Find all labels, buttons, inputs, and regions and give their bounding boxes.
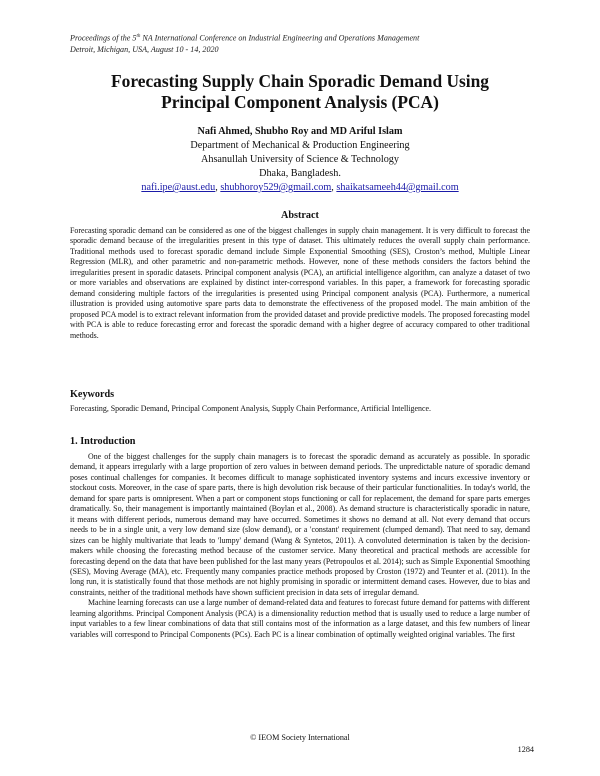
introduction-body	[70, 452, 530, 640]
paper-title: Forecasting Supply Chain Sporadic Demand Using Principal Component Analysis (PCA)	[111, 71, 489, 112]
conference-name: Proceedings of the 5th NA International Conference on Industrial Engineering and Operations Management	[70, 33, 420, 43]
page-number: 1284	[517, 745, 534, 754]
intro-paragraph-2: Machine learning forecasts can use a large number of demand-related data and features to forecast future demand for patterns with different learning algorithms. Principal Component Analysis (PCA) is a dimensionality reduction method that is usually used to reduce a large number of input variables to a few linear combinations of data that still contains most of the information as a large dataset, and this few numbers of linear variables will correspond to Principal Components (PCs). Each PC is a linear combination of optimally weighted original variables. The first	[70, 598, 530, 639]
abstract-heading: Abstract	[281, 210, 319, 221]
author-block	[60, 125, 540, 195]
abstract-text: Forecasting sporadic demand can be considered as one of the biggest challenges in supply chain management. It is very difficult to forecast the sporadic demand because of the irregularities present in this type of dataset. This ultimately reduces the overall supply chain performance. Traditional methods used to forecast sporadic demand include Simple Exponential Smoothing (SES), Croston’s method, Multiple Linear Regression (MLR), and other parametric and non-parametric methods. However, none of these methods considers the factors behind the irregularities present in sporadic datasets. Principal component analysis (PCA), an artificial intelligence algorithm, can analyze a dataset of two or more variables and observations are explained by distinct inter-correspond variables. In this paper, a framework for forecasting sporadic demand considering multiple factors of the irregularities is presented using Principal component analysis (PCA). Furthermore, a numerical illustration is provided using automotive spare parts data to demonstrate the effectiveness of the proposed model. The main ambition of the proposed PCA model is to extract relevant information from the provided dataset and provide predictive models. The proposed forecasting model with PCA is able to reduce forecasting error and forecast the sporadic demand with a higher degree of accuracy compared to other traditional methods.	[70, 226, 530, 340]
introduction-heading: 1. Introduction	[70, 436, 136, 447]
keywords-text: Forecasting, Sporadic Demand, Principal Component Analysis, Supply Chain Performance, Artificial Intelligence.	[70, 404, 431, 413]
conference-location: Detroit, Michigan, USA, August 10 - 14, 2020	[70, 44, 219, 54]
emails: nafi.ipe@aust.edu, shubhoroy529@gmail.com, shaikatsameeh44@gmail.com	[141, 182, 459, 193]
author-names: Nafi Ahmed, Shubho Roy and MD Ariful Islam	[197, 126, 403, 137]
email-link-1[interactable]: nafi.ipe@aust.edu	[141, 182, 216, 193]
keywords-heading: Keywords	[70, 389, 115, 400]
email-link-3[interactable]: shaikatsameeh44@gmail.com	[336, 182, 459, 193]
conference-header	[70, 31, 540, 55]
department: Department of Mechanical & Production Engineering	[190, 140, 410, 151]
location: Dhaka, Bangladesh.	[259, 168, 341, 179]
email-link-2[interactable]: shubhoroy529@gmail.com	[220, 182, 332, 193]
intro-paragraph-1: One of the biggest challenges for the supply chain managers is to forecast the sporadic demand as accurately as possible. In sporadic demand, it appears irregularly with a large proportion of zero values in between demand periods. The unpredictable nature of sporadic demand poses continual challenges for companies. It becomes difficult to manage sophisticated inventory systems and incurs excessive inventory or stockout costs. Moreover, in the case of spare parts, there is high devolution risk because of their particular functionalities. In today's world, the demand for spare parts is omnipresent. When a part or component stops functioning or call for replacement, the demand for spare parts emerges dramatically. So, their management is importantly maintained (Boylan et al., 2008). As demand structure is characteristically sporadic in nature, it means with different periods, numerous demand may have occurred. Sometimes it shows no demand at all. Not every demand that occurs needs to be in a single unit, a very low demand size (slow demand), or a 'constant' requirement (clumped demand). That need to say, demand sizes can be highly multivariate that leads to 'lumpy' demand (Wang & Syntetos, 2011). A convoluted determination is taken by the decision-makers while choosing the forecasting method because of the customer service. Many theoretical and practical methods are accessible for forecasting depend on the data that have been published for the last many years (Petropoulos et al. 2014); such as Simple Exponential Smoothing (SES), Moving Average (MA), etc. Frequently many companies practice methods proposed by Croston (1972) and Teunter et al. (2011). In the long run, it is statistically found that those methods are not highly promising in sporadic or intermittent demand cases. However, due to bias and constraints, neither of the traditional methods have shown sufficient precision in data sets of irregular demand.	[70, 452, 530, 597]
university: Ahsanullah University of Science & Technology	[201, 154, 399, 165]
footer-copyright: © IEOM Society International	[250, 733, 350, 742]
